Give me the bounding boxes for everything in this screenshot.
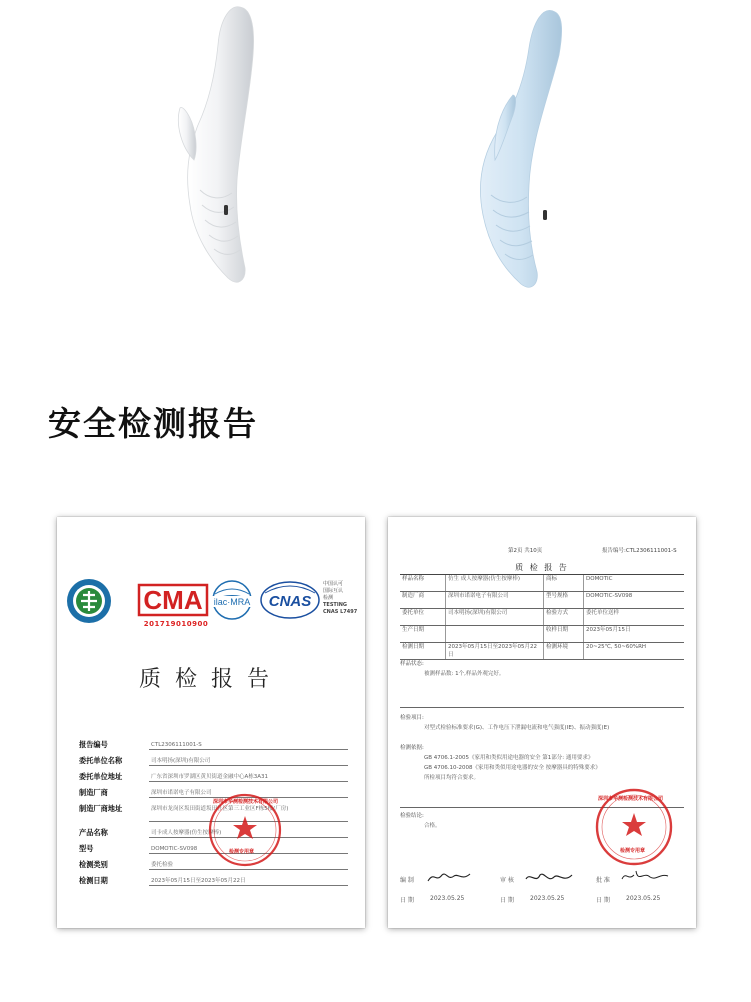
table-row	[400, 575, 684, 592]
table-row	[400, 609, 684, 626]
field-label: 产品名称	[79, 828, 108, 837]
cell-label: 生产日期	[402, 627, 425, 633]
signer-role: 编 制	[400, 877, 414, 884]
signature-2	[524, 869, 574, 887]
report-cover-page	[57, 517, 365, 928]
field-value: CTL2306111001-S	[151, 742, 202, 748]
field-report-no	[79, 737, 354, 753]
field-client-address	[79, 769, 354, 785]
report-results-page	[388, 517, 696, 928]
ilac-text: ilac·MRA	[213, 597, 251, 607]
accreditation-text	[323, 581, 373, 616]
cell-value	[446, 626, 542, 642]
field-label: 型号	[79, 844, 94, 853]
remark-value: 合格。	[424, 823, 441, 829]
field-value: 2023年05月15日至2023年05月22日	[151, 878, 246, 884]
cell-value: 2023年05月15日至2023年05月22日	[448, 644, 537, 658]
test-items	[400, 713, 684, 733]
field-test-date	[79, 873, 354, 889]
cell-label: 型号规格	[546, 593, 569, 599]
stamp-text: 深圳市华测检测技术有限公司	[213, 799, 279, 805]
cell-label: 收样日期	[546, 627, 569, 633]
cell-value: 仿生 成人按摩器(仿生按摩棒)	[448, 576, 521, 582]
sample-status-value: 被测样品数: 1个,样品外观完好。	[424, 671, 505, 677]
test-basis-label: 检测依据:	[400, 745, 424, 751]
test-basis-line: GB 4706.1-2005《家用和类似用途电器的安全 第1部分: 通用要求》	[424, 755, 594, 761]
cma-logo	[137, 581, 209, 623]
certification-logos	[65, 575, 361, 635]
table-row	[400, 626, 684, 643]
acc-line: 国际互认	[323, 588, 344, 594]
date-label: 日 期	[596, 897, 610, 904]
official-stamp	[207, 792, 283, 872]
test-basis-note: 所检项目均符合要求。	[424, 775, 480, 781]
field-value: DOMOTIC-SV098	[151, 846, 198, 852]
field-value: 司卡成人按摩器(仿生按摩棒)	[151, 830, 222, 836]
signature-3	[620, 867, 670, 885]
cell-label: 检测日期	[402, 644, 425, 650]
field-label: 检测日期	[79, 876, 108, 885]
acc-line: 检测	[323, 595, 334, 601]
table-row	[400, 592, 684, 609]
sign-date: 2023.05.25	[626, 895, 661, 902]
cell-value: 深圳市诺诺电子有限公司	[448, 593, 509, 599]
page-label: 第2页 共10页	[508, 548, 543, 554]
cell-label: 检测环境	[546, 644, 569, 650]
cell-label: 商标	[546, 576, 558, 582]
signer-role: 批 准	[596, 877, 610, 884]
date-label: 日 期	[400, 897, 414, 904]
cover-title: 质检报告	[138, 667, 283, 692]
cell-value: DOMOTIC	[586, 576, 613, 582]
acc-line: 中国认可	[323, 581, 344, 587]
field-label: 制造厂商地址	[79, 804, 123, 813]
field-label: 委托单位地址	[79, 772, 123, 781]
test-basis-line: GB 4706.10-2008《家用和类似用途电器的安全 按摩器具的特殊要求》	[424, 765, 601, 771]
test-basis	[400, 743, 684, 783]
ilac-mra-logo	[207, 579, 257, 625]
field-label: 检测类别	[79, 860, 108, 869]
sign-date: 2023.05.25	[430, 895, 465, 902]
test-items-value: 对型式检验标准要求(G)、工作电压下泄漏电流和电气强度(IE)、振动强度(E)	[424, 725, 610, 731]
cell-label: 制造厂商	[402, 593, 425, 599]
field-value: 司本明扬(深圳)有限公司	[151, 758, 211, 764]
field-label: 报告编号	[79, 740, 108, 749]
stamp-text: 深圳市华测检测技术有限公司	[598, 796, 664, 802]
field-label: 制造厂商	[79, 788, 108, 797]
cell-value: 2023年05月15日	[586, 627, 631, 633]
cell-label: 委托单位	[402, 610, 425, 616]
sample-status-label: 样品状态:	[400, 661, 424, 667]
info-table	[400, 574, 684, 660]
report-number: 报告编号:CTL2306111001-S	[602, 548, 677, 554]
field-value: 广东省深圳市罗湖区黄贝街道金融中心A栋3A31	[151, 774, 269, 780]
field-value: 深圳市龙岗区坂田街道坂田社区第三工业区F栋5楼(厂房)	[151, 806, 289, 812]
product-image-blue	[425, 0, 565, 295]
cma-number: 201719010900	[143, 620, 209, 628]
cell-label: 样品名称	[402, 576, 425, 582]
stamp-subtext: 检测专用章	[229, 849, 255, 855]
cell-value: 20~25℃, 50~60%RH	[586, 644, 647, 650]
signature-1	[426, 869, 472, 885]
cnas-logo	[259, 579, 321, 625]
results-title: 质 检 报 告	[515, 563, 569, 572]
remark-label: 检验结论:	[400, 813, 424, 819]
cma-text: CMA	[143, 585, 203, 615]
field-value: 深圳市诺诺电子有限公司	[151, 790, 212, 796]
field-value: 委托检验	[151, 862, 174, 868]
signer-role: 审 核	[500, 877, 514, 884]
cell-value: 司本明扬(深圳)有限公司	[448, 610, 508, 616]
sign-date: 2023.05.25	[530, 895, 565, 902]
section-heading: 安全检测报告	[48, 404, 258, 443]
cnas-text: CNAS	[268, 593, 312, 610]
cell-value: 委托单位送样	[586, 610, 620, 616]
sample-status	[400, 659, 684, 679]
cell-value: DOMOTIC-SV098	[586, 593, 633, 599]
acc-line: CNAS L7497	[323, 609, 358, 615]
cell-label: 检验方式	[546, 610, 569, 616]
stamp-subtext: 检测专用章	[620, 848, 646, 854]
official-stamp	[594, 787, 674, 871]
china-ccc-icon	[65, 577, 113, 629]
field-client-name	[79, 753, 354, 769]
table-row	[400, 643, 684, 660]
product-image-white	[150, 0, 270, 290]
date-label: 日 期	[500, 897, 514, 904]
acc-line: TESTING	[323, 602, 347, 608]
test-items-label: 检验项目:	[400, 715, 424, 721]
field-label: 委托单位名称	[79, 756, 123, 765]
